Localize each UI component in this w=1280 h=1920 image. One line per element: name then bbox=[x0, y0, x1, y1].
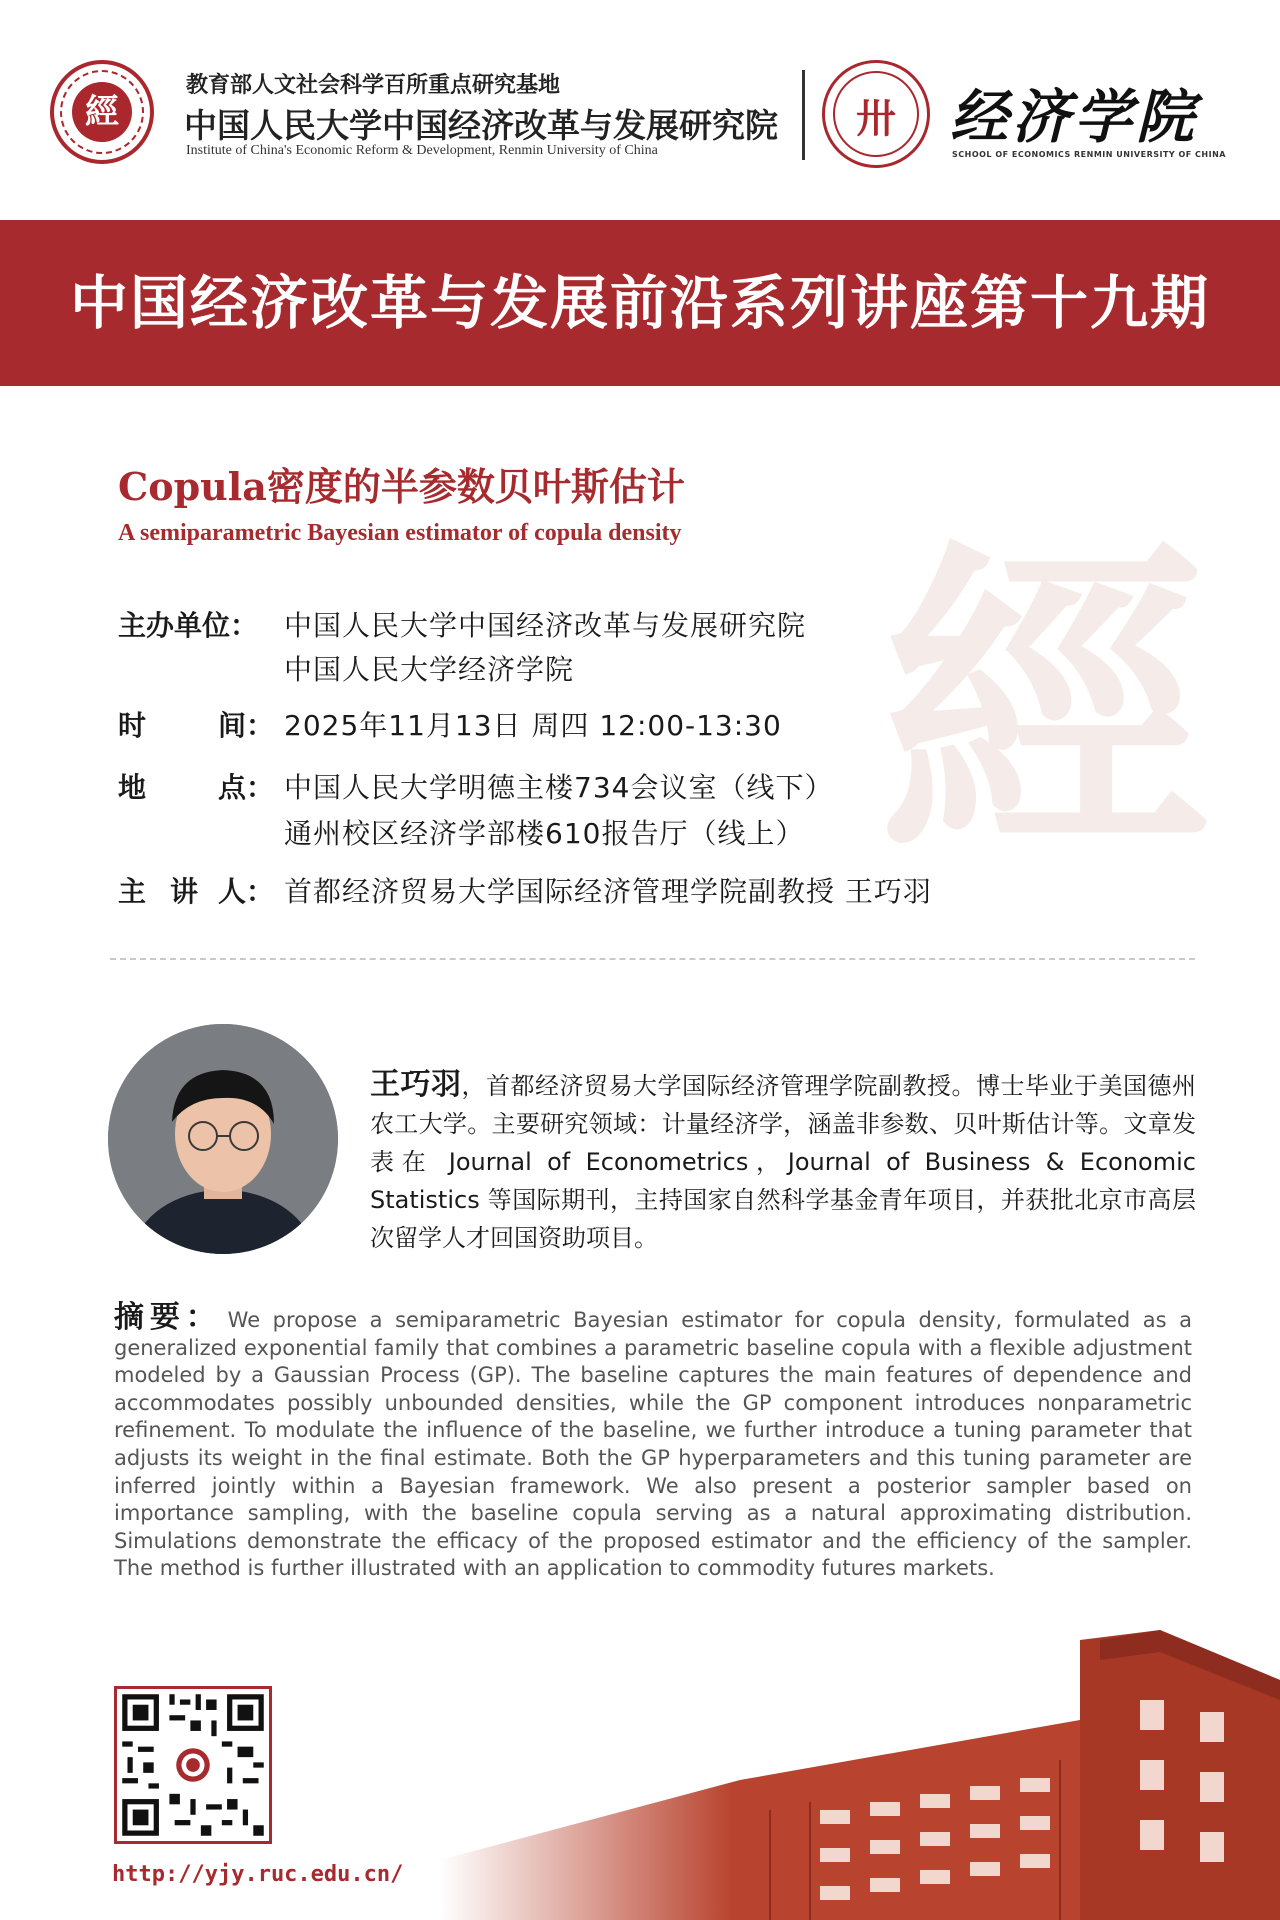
watermark-char: 經 bbox=[880, 511, 1210, 899]
time-label-a: 时 bbox=[118, 709, 147, 742]
abstract-block bbox=[114, 1300, 1193, 1583]
speaker-value: 首都经济贸易大学国际经济管理学院副教授 王巧羽 bbox=[284, 875, 932, 908]
speaker-label-c: 人： bbox=[218, 875, 275, 908]
speaker-bio-text: ，首都经济贸易大学国际经济管理学院副教授。博士毕业于美国德州农工大学。主要研究领域：计量经济学，涵盖非参数、贝叶斯估计等。文章发表在 Journal of Econometrics，Journal of Business & Economic Statistics 等国际期刊，主持国家自然科学基金青年项目，并获批北京市高层次留学人才回国资助项目。 bbox=[370, 1072, 1196, 1252]
school-name-en: SCHOOL OF ECONOMICS RENMIN UNIVERSITY OF CHINA bbox=[952, 150, 1226, 159]
qr-code[interactable] bbox=[114, 1686, 272, 1844]
section-divider bbox=[110, 958, 1195, 960]
institute-base-label: 教育部人文社会科学百所重点研究基地 bbox=[186, 73, 561, 98]
abstract-text: We propose a semiparametric Bayesian estimator for copula density, formulated as a generalized exponential family that combines a parametric baseline copula with a flexible adjustment modeled by a Gaussian Process (GP). The baseline captures the main features of dependence and accommodates possibly unbounded densities, while the GP component introduces nonparametric refinement. To modulate the influence of the baseline, we further introduce a tuning parameter that adjusts its weight in the final estimate. Both the GP hyperparameters and this tuning parameter are inferred jointly within a Bayesian framework. We also present a posterior sampler based on importance sampling, with the baseline copula serving as a natural approximating distribution. Simulations demonstrate the efficacy of the proposed estimator and the efficiency of the sampler. The method is further illustrated with an application to commodity futures markets. bbox=[114, 1308, 1193, 1581]
talk-title-cn: Copula密度的半参数贝叶斯估计 bbox=[118, 464, 685, 509]
speaker-avatar bbox=[108, 1024, 338, 1254]
institute-logo bbox=[50, 60, 154, 164]
logo-char: 經 bbox=[72, 82, 132, 142]
time-value: 2025年11月13日 周四 12:00-13:30 bbox=[284, 709, 782, 742]
building-illustration bbox=[440, 1620, 1280, 1920]
website-link[interactable]: http://yjy.ruc.edu.cn/ bbox=[112, 1862, 404, 1887]
host-label: 主办单位： bbox=[118, 609, 259, 642]
seal-mark-icon: 卅 bbox=[856, 95, 896, 142]
speaker-name: 王巧羽 bbox=[370, 1067, 462, 1102]
time-label-b: 间： bbox=[218, 709, 275, 742]
institute-name-en: Institute of China's Economic Reform & Development, Renmin University of China bbox=[186, 143, 658, 158]
university-seal bbox=[822, 60, 930, 168]
header-divider bbox=[802, 70, 805, 160]
host-value-2: 中国人民大学经济学院 bbox=[284, 653, 575, 686]
place-label-b: 点： bbox=[218, 771, 275, 804]
speaker-label-b: 讲 bbox=[170, 875, 199, 908]
abstract-label: 摘要： bbox=[114, 1300, 222, 1335]
place-value-1: 中国人民大学明德主楼734会议室（线下） bbox=[284, 771, 834, 804]
series-banner: 中国经济改革与发展前沿系列讲座第十九期 bbox=[0, 220, 1280, 386]
institute-name-cn: 中国人民大学中国经济改革与发展研究院 bbox=[184, 106, 778, 145]
speaker-label-a: 主 bbox=[118, 875, 147, 908]
speaker-bio bbox=[370, 1066, 1196, 1257]
talk-title-en: A semiparametric Bayesian estimator of copula density bbox=[118, 520, 682, 546]
place-label-a: 地 bbox=[118, 771, 147, 804]
place-value-2: 通州校区经济学部楼610报告厅（线上） bbox=[284, 817, 805, 850]
host-value-1: 中国人民大学中国经济改革与发展研究院 bbox=[284, 609, 807, 642]
school-name-cn: 经济学院 bbox=[950, 83, 1199, 151]
